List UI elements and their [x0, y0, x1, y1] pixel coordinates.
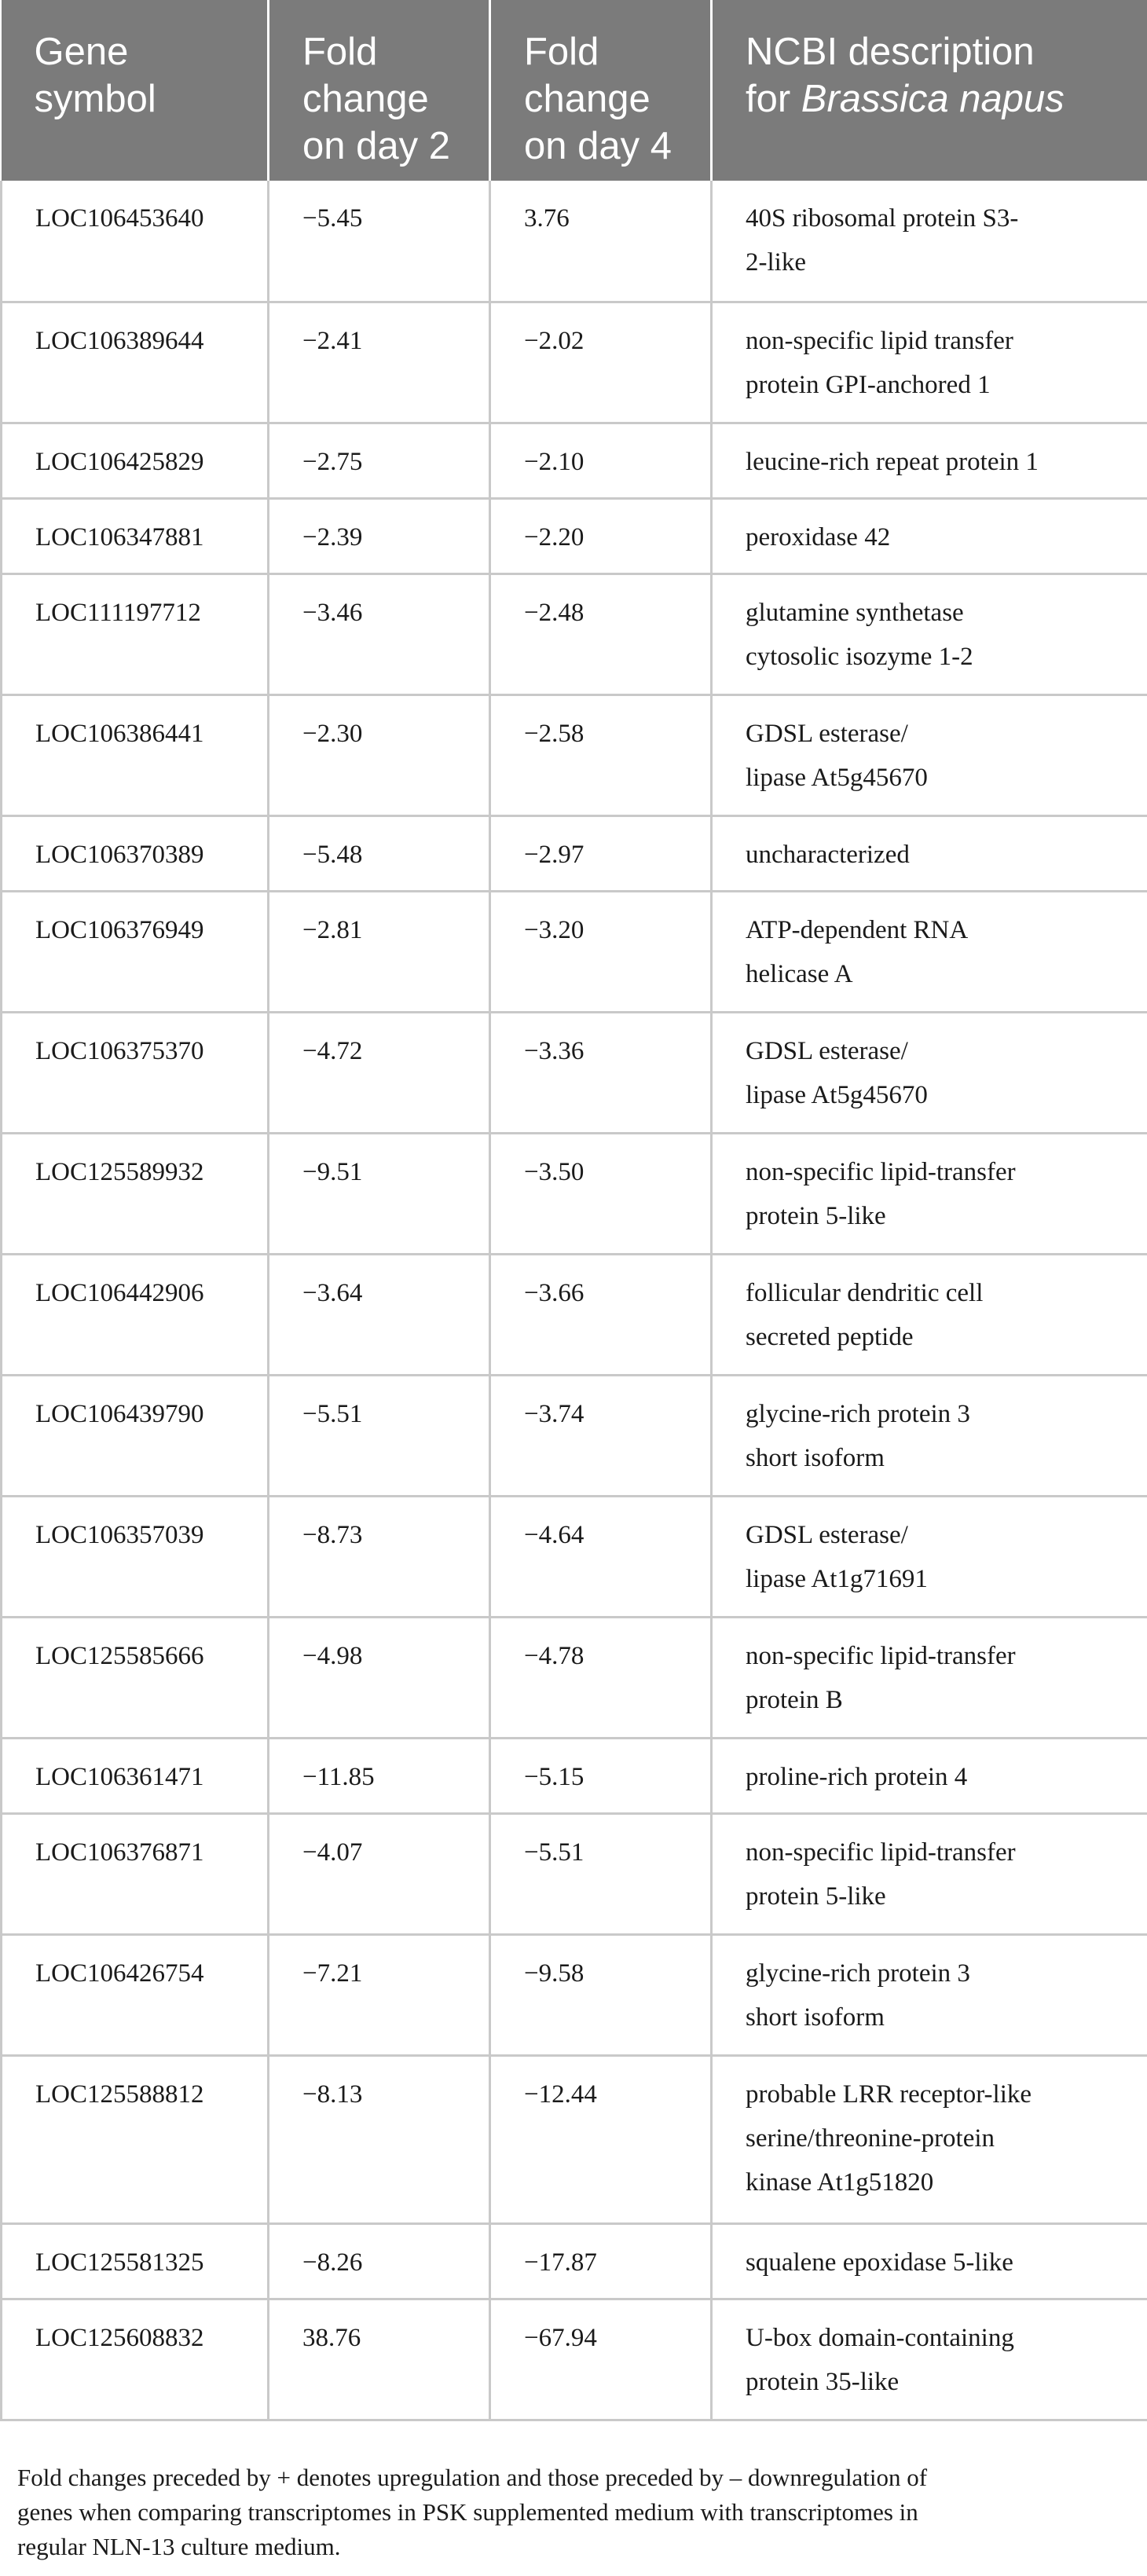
description-line: lipase At1g71691 — [746, 1564, 928, 1593]
gene-symbol-cell: LOC106439790 — [2, 1375, 269, 1496]
description-cell — [712, 1375, 1147, 1496]
fold-change-day2-cell: −2.30 — [269, 694, 490, 815]
description-cell — [712, 815, 1147, 891]
gene-symbol-cell: LOC106389644 — [2, 302, 269, 423]
description-line: cytosolic isozyme 1-2 — [746, 642, 973, 671]
description-line: leucine-rich repeat protein 1 — [746, 447, 1039, 476]
description-line: GDSL esterase/ — [746, 1036, 908, 1065]
description-line: lipase At5g45670 — [746, 763, 928, 792]
header-day2-line2: change — [302, 78, 429, 120]
header-gene-symbol-line2: symbol — [34, 78, 156, 120]
description-line: squalene epoxidase 5-like — [746, 2248, 1013, 2277]
description-line: glycine-rich protein 3 — [746, 1959, 970, 1988]
description-cell — [712, 1813, 1147, 1934]
fold-change-day2-cell: −3.64 — [269, 1254, 490, 1375]
fold-change-day4-cell: −3.74 — [490, 1375, 712, 1496]
description-line: glycine-rich protein 3 — [746, 1399, 970, 1428]
fold-change-day4-cell: −2.97 — [490, 815, 712, 891]
fold-change-day2-cell: −2.39 — [269, 498, 490, 573]
fold-change-day2-cell: −2.41 — [269, 302, 490, 423]
description-line: non-specific lipid transfer — [746, 326, 1013, 355]
fold-change-day2-cell: −5.45 — [269, 181, 490, 302]
description-line: non-specific lipid-transfer — [746, 1641, 1016, 1670]
fold-change-day4-cell: −4.64 — [490, 1496, 712, 1617]
table-row — [2, 891, 1147, 1012]
description-line: ATP-dependent RNA — [746, 915, 969, 944]
fold-change-day4-cell: −2.48 — [490, 573, 712, 694]
fold-change-day4-cell: −67.94 — [490, 2299, 712, 2420]
fold-change-day2-cell: −2.75 — [269, 423, 490, 498]
gene-symbol-cell: LOC125585666 — [2, 1617, 269, 1738]
gene-symbol-cell: LOC106453640 — [2, 181, 269, 302]
gene-symbol-cell: LOC106426754 — [2, 1934, 269, 2055]
description-cell — [712, 2223, 1147, 2299]
description-line: protein B — [746, 1685, 843, 1714]
description-line: U-box domain-containing — [746, 2323, 1014, 2352]
description-cell — [712, 891, 1147, 1012]
description-line: follicular dendritic cell — [746, 1278, 984, 1307]
table-row — [2, 694, 1147, 815]
table-header — [2, 0, 1147, 181]
fold-change-day2-cell: −5.51 — [269, 1375, 490, 1496]
gene-symbol-cell: LOC106376949 — [2, 891, 269, 1012]
gene-symbol-cell: LOC106442906 — [2, 1254, 269, 1375]
description-line: short isoform — [746, 1443, 885, 1472]
table-row — [2, 1496, 1147, 1617]
description-cell — [712, 1496, 1147, 1617]
description-cell — [712, 1133, 1147, 1254]
fold-change-day4-cell: −17.87 — [490, 2223, 712, 2299]
table-footnote — [17, 2461, 1133, 2564]
table-row — [2, 2223, 1147, 2299]
header-desc-species: Brassica napus — [801, 78, 1065, 120]
fold-change-day2-cell: −8.26 — [269, 2223, 490, 2299]
table-row — [2, 1012, 1147, 1133]
description-line: protein 35-like — [746, 2367, 900, 2396]
gene-symbol-cell: LOC106361471 — [2, 1738, 269, 1813]
fold-change-day4-cell: −2.10 — [490, 423, 712, 498]
description-cell — [712, 423, 1147, 498]
gene-symbol-cell: LOC111197712 — [2, 573, 269, 694]
description-line: probable LRR receptor-like — [746, 2079, 1032, 2109]
footnote-line-3: regular NLN-13 culture medium. — [17, 2533, 341, 2560]
table-row — [2, 181, 1147, 302]
header-desc-line1: NCBI description — [746, 31, 1035, 73]
header-day2-line3: on day 2 — [302, 125, 450, 167]
gene-symbol-cell: LOC125589932 — [2, 1133, 269, 1254]
fold-change-day2-cell: −9.51 — [269, 1133, 490, 1254]
fold-change-day2-cell: −3.46 — [269, 573, 490, 694]
fold-change-day2-cell: −8.73 — [269, 1496, 490, 1617]
fold-change-day4-cell: −2.58 — [490, 694, 712, 815]
header-ncbi-description — [712, 0, 1147, 181]
fold-change-day4-cell: −9.58 — [490, 1934, 712, 2055]
description-line: serine/threonine-protein — [746, 2123, 995, 2153]
description-line: 40S ribosomal protein S3- — [746, 204, 1019, 233]
description-line: non-specific lipid-transfer — [746, 1157, 1016, 1186]
description-cell — [712, 1617, 1147, 1738]
header-fold-change-day4 — [490, 0, 712, 181]
description-line: protein 5-like — [746, 1882, 886, 1911]
description-line: GDSL esterase/ — [746, 1520, 908, 1549]
gene-symbol-cell: LOC106376871 — [2, 1813, 269, 1934]
description-line: short isoform — [746, 2003, 885, 2032]
fold-change-day2-cell: −5.48 — [269, 815, 490, 891]
fold-change-day2-cell: 38.76 — [269, 2299, 490, 2420]
gene-symbol-cell: LOC106357039 — [2, 1496, 269, 1617]
header-fold-change-day2 — [269, 0, 490, 181]
footnote-line-1: Fold changes preceded by + denotes upregulation and those preceded by – downregulation of — [17, 2464, 928, 2491]
description-line: protein GPI-anchored 1 — [746, 370, 991, 399]
description-line: kinase At1g51820 — [746, 2167, 934, 2197]
description-line: protein 5-like — [746, 1201, 886, 1230]
description-cell — [712, 1012, 1147, 1133]
gene-symbol-cell: LOC106425829 — [2, 423, 269, 498]
fold-change-day2-cell: −4.98 — [269, 1617, 490, 1738]
description-cell — [712, 1738, 1147, 1813]
table-body — [2, 181, 1147, 2420]
fold-change-day2-cell: −2.81 — [269, 891, 490, 1012]
fold-change-day2-cell: −4.72 — [269, 1012, 490, 1133]
header-gene-symbol — [2, 0, 269, 181]
description-line: secreted peptide — [746, 1322, 914, 1351]
description-line: non-specific lipid-transfer — [746, 1838, 1016, 1867]
fold-change-day4-cell: −3.20 — [490, 891, 712, 1012]
fold-change-day2-cell: −7.21 — [269, 1934, 490, 2055]
description-line: GDSL esterase/ — [746, 719, 908, 748]
table-row — [2, 498, 1147, 573]
table-row — [2, 1813, 1147, 1934]
description-cell — [712, 498, 1147, 573]
header-day4-line3: on day 4 — [524, 125, 672, 167]
fold-change-day2-cell: −4.07 — [269, 1813, 490, 1934]
header-day4-line1: Fold — [524, 31, 599, 73]
gene-symbol-cell: LOC106347881 — [2, 498, 269, 573]
description-line: proline-rich protein 4 — [746, 1762, 968, 1791]
header-gene-symbol-line1: Gene — [34, 31, 129, 73]
fold-change-day4-cell: −5.15 — [490, 1738, 712, 1813]
description-line: helicase A — [746, 959, 853, 988]
description-cell — [712, 2299, 1147, 2420]
description-line: glutamine synthetase — [746, 598, 964, 627]
header-day2-line1: Fold — [302, 31, 378, 73]
footnote-line-2: genes when comparing transcriptomes in PSK supplemented medium with transcriptomes in — [17, 2498, 918, 2526]
description-cell — [712, 1254, 1147, 1375]
header-day4-line2: change — [524, 78, 650, 120]
table-row — [2, 1133, 1147, 1254]
description-cell — [712, 302, 1147, 423]
fold-change-day4-cell: 3.76 — [490, 181, 712, 302]
gene-symbol-cell: LOC106370389 — [2, 815, 269, 891]
fold-change-day4-cell: −3.50 — [490, 1133, 712, 1254]
description-cell — [712, 2055, 1147, 2223]
gene-symbol-cell: LOC125581325 — [2, 2223, 269, 2299]
fold-change-day4-cell: −12.44 — [490, 2055, 712, 2223]
description-cell — [712, 1934, 1147, 2055]
gene-symbol-cell: LOC106375370 — [2, 1012, 269, 1133]
fold-change-day2-cell: −11.85 — [269, 1738, 490, 1813]
fold-change-day4-cell: −4.78 — [490, 1617, 712, 1738]
table-row — [2, 423, 1147, 498]
header-row — [2, 0, 1147, 181]
fold-change-day2-cell: −8.13 — [269, 2055, 490, 2223]
fold-change-day4-cell: −5.51 — [490, 1813, 712, 1934]
fold-change-day4-cell: −2.02 — [490, 302, 712, 423]
fold-change-day4-cell: −3.66 — [490, 1254, 712, 1375]
description-cell — [712, 694, 1147, 815]
description-cell — [712, 573, 1147, 694]
fold-change-day4-cell: −3.36 — [490, 1012, 712, 1133]
gene-symbol-cell: LOC106386441 — [2, 694, 269, 815]
description-line: 2-like — [746, 248, 806, 277]
table-row — [2, 302, 1147, 423]
table-row — [2, 1375, 1147, 1496]
table-row — [2, 1617, 1147, 1738]
description-line: uncharacterized — [746, 840, 910, 869]
table-row — [2, 573, 1147, 694]
fold-change-day4-cell: −2.20 — [490, 498, 712, 573]
description-line: lipase At5g45670 — [746, 1080, 928, 1109]
table-row — [2, 2055, 1147, 2223]
description-line: peroxidase 42 — [746, 522, 891, 551]
table-row — [2, 1254, 1147, 1375]
table-row — [2, 1738, 1147, 1813]
table-row — [2, 815, 1147, 891]
header-desc-prefix: for — [746, 78, 801, 120]
table-row — [2, 1934, 1147, 2055]
table-row — [2, 2299, 1147, 2420]
gene-symbol-cell: LOC125588812 — [2, 2055, 269, 2223]
gene-symbol-cell: LOC125608832 — [2, 2299, 269, 2420]
description-cell — [712, 181, 1147, 302]
